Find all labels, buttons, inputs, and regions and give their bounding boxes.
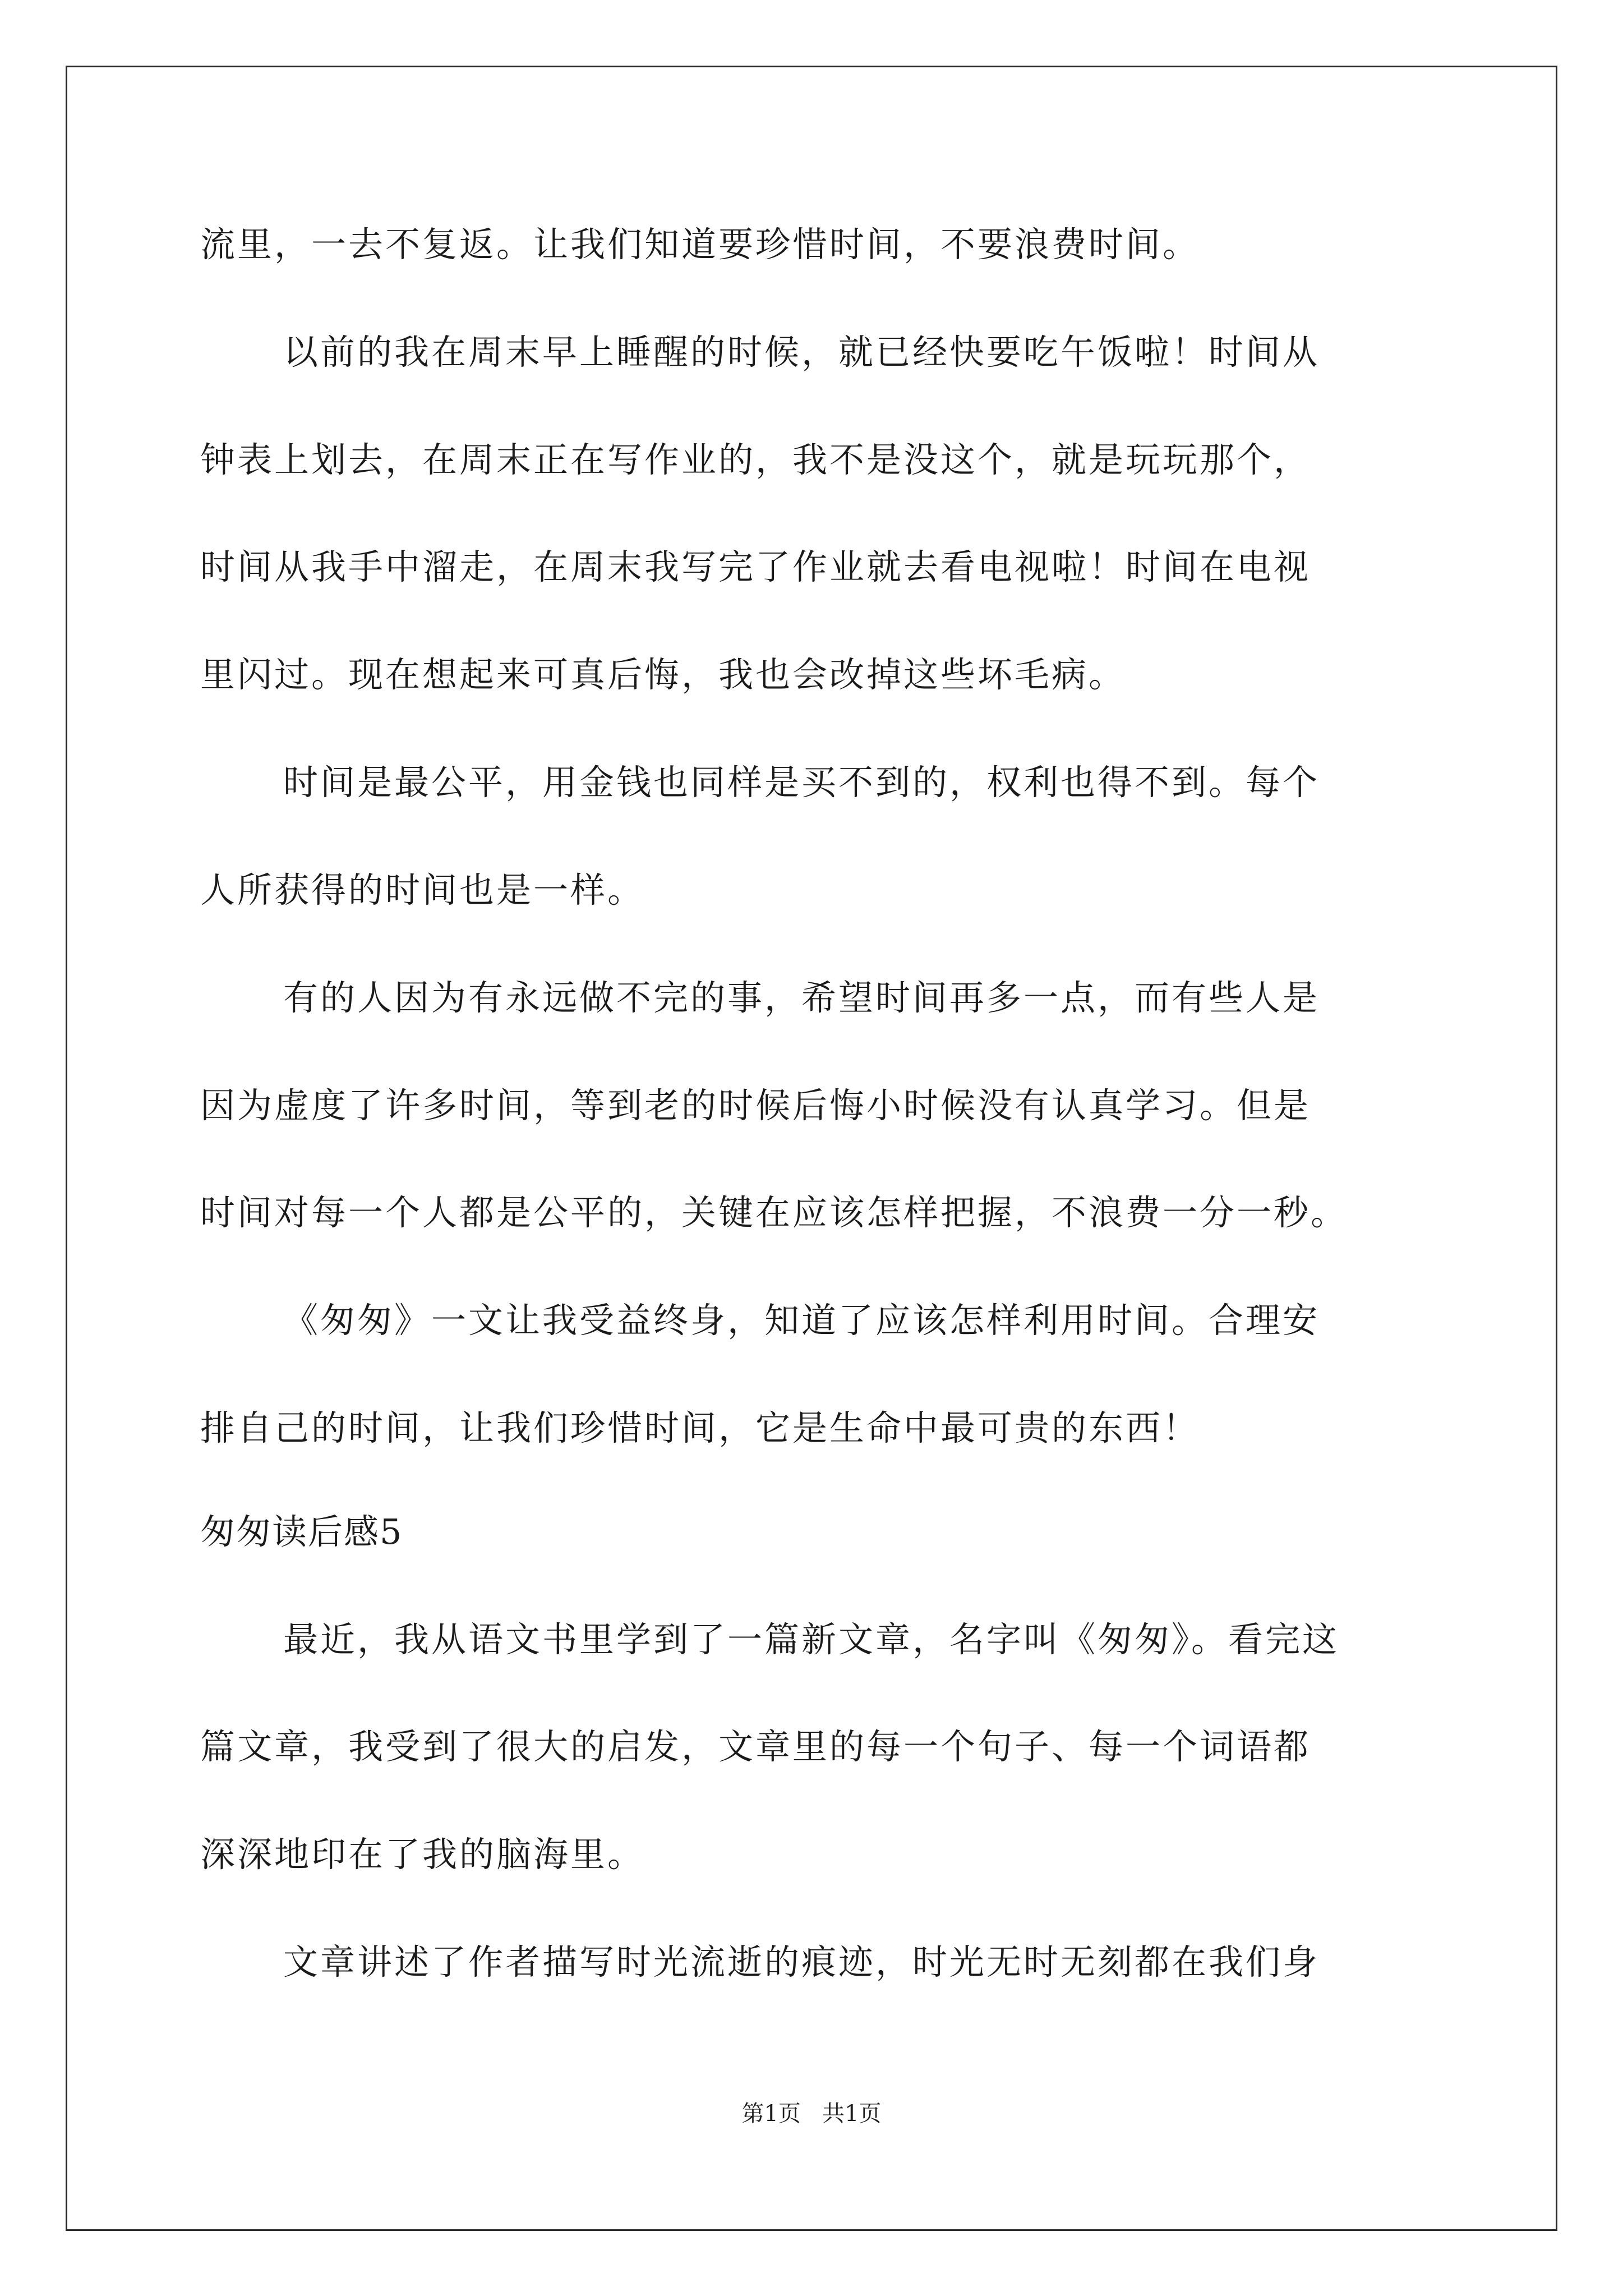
text-line: 有的人因为有永远做不完的事，希望时间再多一点，而有些人是 [283, 977, 1320, 1018]
text-line: 深深地印在了我的脑海里。 [200, 1834, 645, 1875]
text-line: 篇文章，我受到了很大的启发，文章里的每一个句子、每一个词语都 [200, 1726, 1311, 1767]
section-heading: 匆匆读后感5 [200, 1511, 403, 1552]
text-line: 因为虚度了许多时间，等到老的时候后悔小时候没有认真学习。但是 [200, 1085, 1311, 1126]
text-line: 《匆匆》一文让我受益终身，知道了应该怎样利用时间。合理安 [283, 1300, 1320, 1341]
text-line: 文章讲述了作者描写时光流逝的痕迹，时光无时无刻都在我们身 [283, 1941, 1320, 1982]
text-line: 钟表上划去，在周末正在写作业的，我不是没这个，就是玩玩那个， [200, 439, 1311, 480]
text-line: 最近，我从语文书里学到了一篇新文章，名字叫《匆匆》。看完这 [283, 1619, 1340, 1660]
text-line: 人所获得的时间也是一样。 [200, 869, 645, 910]
text-line: 时间从我手中溜走，在周末我写完了作业就去看电视啦！时间在电视 [200, 546, 1311, 587]
text-line: 时间是最公平，用金钱也同样是买不到的，权利也得不到。每个 [283, 762, 1320, 803]
text-line: 以前的我在周末早上睡醒的时候，就已经快要吃午饭啦！时间从 [283, 332, 1320, 372]
page-footer: 第1页 共1页 [741, 2101, 882, 2127]
text-line: 流里，一去不复返。让我们知道要珍惜时间，不要浪费时间。 [200, 224, 1200, 265]
page-border [66, 66, 1557, 2231]
text-line: 里闪过。现在想起来可真后悔，我也会改掉这些坏毛病。 [200, 654, 1126, 695]
text-line: 排自己的时间，让我们珍惜时间，它是生命中最可贵的东西！ [200, 1407, 1200, 1448]
text-line: 时间对每一个人都是公平的，关键在应该怎样把握，不浪费一分一秒。 [200, 1192, 1348, 1233]
